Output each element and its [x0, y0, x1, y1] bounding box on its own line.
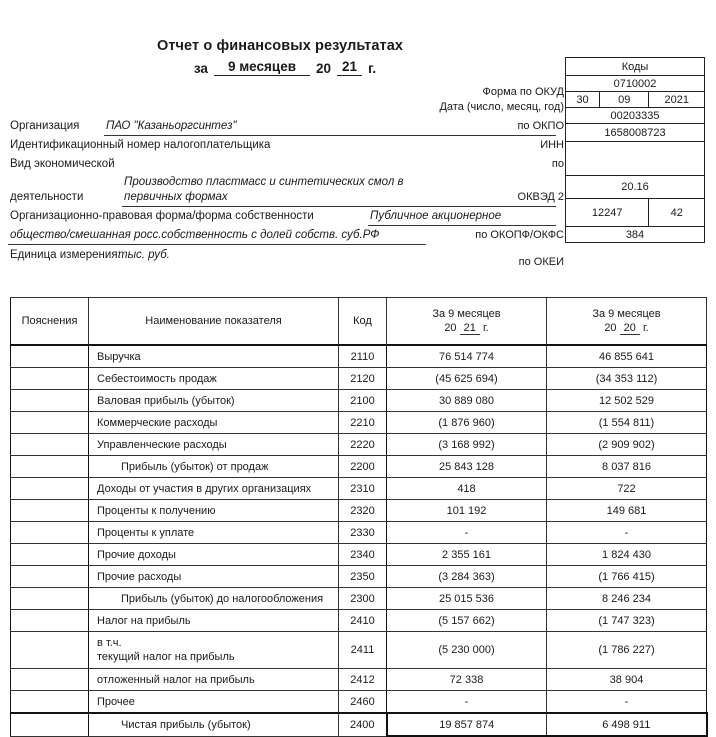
codes-okopf-okfs-row — [566, 199, 705, 227]
legal-form-label: Организационно-правовая форма/форма собственности — [10, 210, 314, 222]
report-period-line — [0, 59, 560, 76]
period1-year-prefix: 20 — [444, 322, 457, 334]
table-row — [11, 434, 707, 456]
cell-explanations — [11, 544, 89, 566]
cell-explanations — [11, 522, 89, 544]
cell-explanations — [11, 456, 89, 478]
cell-explanations — [11, 412, 89, 434]
codes-okei: 384 — [566, 227, 705, 243]
activity-value-line1: Производство пластмасс и синтетических смол в — [124, 176, 404, 188]
legal-form-underline-1 — [368, 225, 556, 226]
cell-value-period2: (1 786 227) — [547, 632, 707, 669]
cell-explanations — [11, 588, 89, 610]
cell-indicator: Прочее — [89, 691, 339, 714]
activity-label-line2: деятельности — [10, 191, 84, 203]
label-okei: по ОКЕИ — [518, 256, 564, 268]
codes-okved2-row — [566, 176, 705, 199]
cell-value-period1: 76 514 774 — [387, 345, 547, 368]
cell-code: 2300 — [339, 588, 387, 610]
cell-value-period2: 1 824 430 — [547, 544, 707, 566]
cell-value-period2: 12 502 529 — [547, 390, 707, 412]
label-inn: ИНН — [540, 139, 564, 151]
label-okopf-okfs: по ОКОПФ/ОКФС — [475, 229, 564, 241]
period-prefix: за — [193, 61, 208, 76]
cell-code: 2120 — [339, 368, 387, 390]
cell-code: 2310 — [339, 478, 387, 500]
year-suffix: г. — [368, 61, 377, 76]
legal-form-value-line1: Публичное акционерное — [370, 210, 502, 222]
cell-indicator: Прибыль (убыток) от продаж — [89, 456, 339, 478]
cell-explanations — [11, 669, 89, 691]
cell-value-period1: - — [387, 691, 547, 714]
legal-form-value-line2: общество/смешанная росс.собственность с долей собств. суб.РФ — [10, 229, 380, 241]
table-row — [11, 713, 707, 736]
table-row — [11, 588, 707, 610]
cell-value-period2: 8 037 816 — [547, 456, 707, 478]
cell-indicator: Прочие доходы — [89, 544, 339, 566]
table-row — [11, 478, 707, 500]
codes-inn-row — [566, 124, 705, 142]
cell-explanations — [11, 713, 89, 736]
cell-code: 2340 — [339, 544, 387, 566]
cell-explanations — [11, 691, 89, 714]
codes-inn: 1658008723 — [566, 124, 705, 142]
cell-value-period2: (1 747 323) — [547, 610, 707, 632]
table-row — [11, 544, 707, 566]
table-body — [11, 345, 707, 736]
cell-code: 2350 — [339, 566, 387, 588]
codes-header-row — [566, 58, 705, 76]
codes-okud-row — [566, 76, 705, 92]
cell-value-period1: 72 338 — [387, 669, 547, 691]
codes-okved2: 20.16 — [566, 176, 705, 199]
label-okpo: по ОКПО — [517, 120, 564, 132]
period1-year: 21 — [460, 322, 480, 335]
cell-code: 2330 — [339, 522, 387, 544]
year-prefix: 20 — [316, 61, 332, 76]
cell-value-period1: 30 889 080 — [387, 390, 547, 412]
cell-code: 2110 — [339, 345, 387, 368]
cell-explanations — [11, 434, 89, 456]
cell-value-period2: - — [547, 522, 707, 544]
cell-code: 2320 — [339, 500, 387, 522]
column-header-indicator: Наименование показателя — [89, 298, 339, 346]
indicator-line-2: текущий налог на прибыль — [97, 651, 235, 663]
cell-indicator — [89, 632, 339, 669]
cell-value-period2: - — [547, 691, 707, 714]
cell-indicator: Себестоимость продаж — [89, 368, 339, 390]
activity-label-line1: Вид экономической — [10, 158, 115, 170]
codes-header-cell: Коды — [566, 58, 705, 76]
table-header-row — [11, 298, 707, 346]
cell-code: 2220 — [339, 434, 387, 456]
column-header-code: Код — [339, 298, 387, 346]
codes-okved-blank — [566, 142, 705, 176]
cell-value-period1: (1 876 960) — [387, 412, 547, 434]
cell-indicator: Прочие расходы — [89, 566, 339, 588]
cell-value-period1: (3 168 992) — [387, 434, 547, 456]
cell-value-period2: 149 681 — [547, 500, 707, 522]
codes-okved-blank-row — [566, 142, 705, 176]
cell-value-period1: 25 843 128 — [387, 456, 547, 478]
cell-explanations — [11, 610, 89, 632]
cell-value-period2: (34 353 112) — [547, 368, 707, 390]
table-row — [11, 390, 707, 412]
column-header-period1 — [387, 298, 547, 346]
cell-indicator: Проценты к получению — [89, 500, 339, 522]
activity-value-line2: первичных формах — [124, 191, 228, 203]
cell-value-period2: 46 855 641 — [547, 345, 707, 368]
cell-explanations — [11, 345, 89, 368]
codes-date-row — [566, 92, 705, 108]
organization-label: Организация — [10, 120, 80, 132]
period1-year-line — [391, 321, 542, 335]
cell-value-period2: 722 — [547, 478, 707, 500]
cell-value-period1: 25 015 536 — [387, 588, 547, 610]
table-row — [11, 632, 707, 669]
cell-code: 2200 — [339, 456, 387, 478]
period2-year-line — [551, 321, 702, 335]
title-block — [0, 38, 560, 76]
period2-year: 20 — [620, 322, 640, 335]
financial-results-table — [10, 297, 708, 737]
year-value: 21 — [337, 59, 362, 76]
cell-code: 2411 — [339, 632, 387, 669]
cell-code: 2410 — [339, 610, 387, 632]
cell-value-period2: 38 904 — [547, 669, 707, 691]
cell-indicator: Доходы от участия в других организациях — [89, 478, 339, 500]
cell-value-period2: (1 766 415) — [547, 566, 707, 588]
period2-year-suffix: г. — [642, 322, 649, 334]
cell-value-period1: (5 157 662) — [387, 610, 547, 632]
table-row — [11, 412, 707, 434]
cell-indicator: Валовая прибыль (убыток) — [89, 390, 339, 412]
indicator-line-1: в т.ч. — [97, 637, 122, 649]
codes-date-year: 2021 — [649, 92, 705, 108]
cell-value-period1: (5 230 000) — [387, 632, 547, 669]
activity-underline — [122, 206, 556, 207]
codes-table — [565, 57, 705, 243]
cell-code: 2412 — [339, 669, 387, 691]
codes-okpo-row — [566, 108, 705, 124]
column-header-period2 — [547, 298, 707, 346]
codes-okpo: 00203335 — [566, 108, 705, 124]
cell-explanations — [11, 566, 89, 588]
column-header-explanations: Пояснения — [11, 298, 89, 346]
codes-okfs: 42 — [649, 199, 705, 227]
period-value: 9 месяцев — [214, 59, 310, 76]
period1-year-suffix: г. — [482, 322, 489, 334]
cell-value-period1: (3 284 363) — [387, 566, 547, 588]
cell-value-period1: 418 — [387, 478, 547, 500]
legal-form-underline-2 — [8, 244, 426, 245]
cell-value-period1: 101 192 — [387, 500, 547, 522]
table-row — [11, 566, 707, 588]
cell-code: 2400 — [339, 713, 387, 736]
table-row — [11, 368, 707, 390]
cell-indicator: Налог на прибыль — [89, 610, 339, 632]
cell-value-period1: - — [387, 522, 547, 544]
cell-value-period1: 19 857 874 — [387, 713, 547, 736]
table-row — [11, 522, 707, 544]
codes-okud: 0710002 — [566, 76, 705, 92]
cell-explanations — [11, 368, 89, 390]
cell-explanations — [11, 500, 89, 522]
cell-value-period1: 2 355 161 — [387, 544, 547, 566]
inn-label: Идентификационный номер налогоплательщика — [10, 139, 271, 151]
period1-line1: За 9 месяцев — [432, 308, 501, 320]
unit-value: тыс. руб. — [118, 249, 170, 261]
period2-year-prefix: 20 — [604, 322, 617, 334]
table-row — [11, 691, 707, 714]
table-row — [11, 345, 707, 368]
organization-underline — [104, 135, 556, 136]
table-row — [11, 610, 707, 632]
cell-indicator: Управленческие расходы — [89, 434, 339, 456]
cell-indicator: Коммерческие расходы — [89, 412, 339, 434]
label-date: Дата (число, месяц, год) — [439, 101, 564, 113]
cell-explanations — [11, 632, 89, 669]
cell-indicator: Выручка — [89, 345, 339, 368]
cell-indicator: Чистая прибыль (убыток) — [89, 713, 339, 736]
cell-code: 2460 — [339, 691, 387, 714]
organization-value: ПАО "Казаньоргсинтез" — [106, 120, 237, 132]
codes-okei-row — [566, 227, 705, 243]
cell-value-period2: 6 498 911 — [547, 713, 707, 736]
cell-explanations — [11, 478, 89, 500]
period2-line1: За 9 месяцев — [592, 308, 661, 320]
label-po: по — [551, 158, 564, 170]
cell-explanations — [11, 390, 89, 412]
cell-code: 2210 — [339, 412, 387, 434]
label-okved2: ОКВЭД 2 — [517, 191, 564, 203]
cell-indicator: Прибыль (убыток) до налогообложения — [89, 588, 339, 610]
cell-value-period2: (1 554 811) — [547, 412, 707, 434]
cell-indicator: отложенный налог на прибыль — [89, 669, 339, 691]
codes-date-day: 30 — [566, 92, 600, 108]
unit-label: Единица измерения: — [10, 249, 121, 261]
cell-value-period2: (2 909 902) — [547, 434, 707, 456]
cell-value-period1: (45 625 694) — [387, 368, 547, 390]
codes-date-month: 09 — [600, 92, 649, 108]
table-row — [11, 500, 707, 522]
page-title: Отчет о финансовых результатах — [156, 38, 404, 54]
cell-indicator: Проценты к уплате — [89, 522, 339, 544]
codes-okopf: 12247 — [566, 199, 649, 227]
cell-value-period2: 8 246 234 — [547, 588, 707, 610]
table-row — [11, 669, 707, 691]
table-row — [11, 456, 707, 478]
cell-code: 2100 — [339, 390, 387, 412]
label-okud: Форма по ОКУД — [482, 86, 564, 98]
